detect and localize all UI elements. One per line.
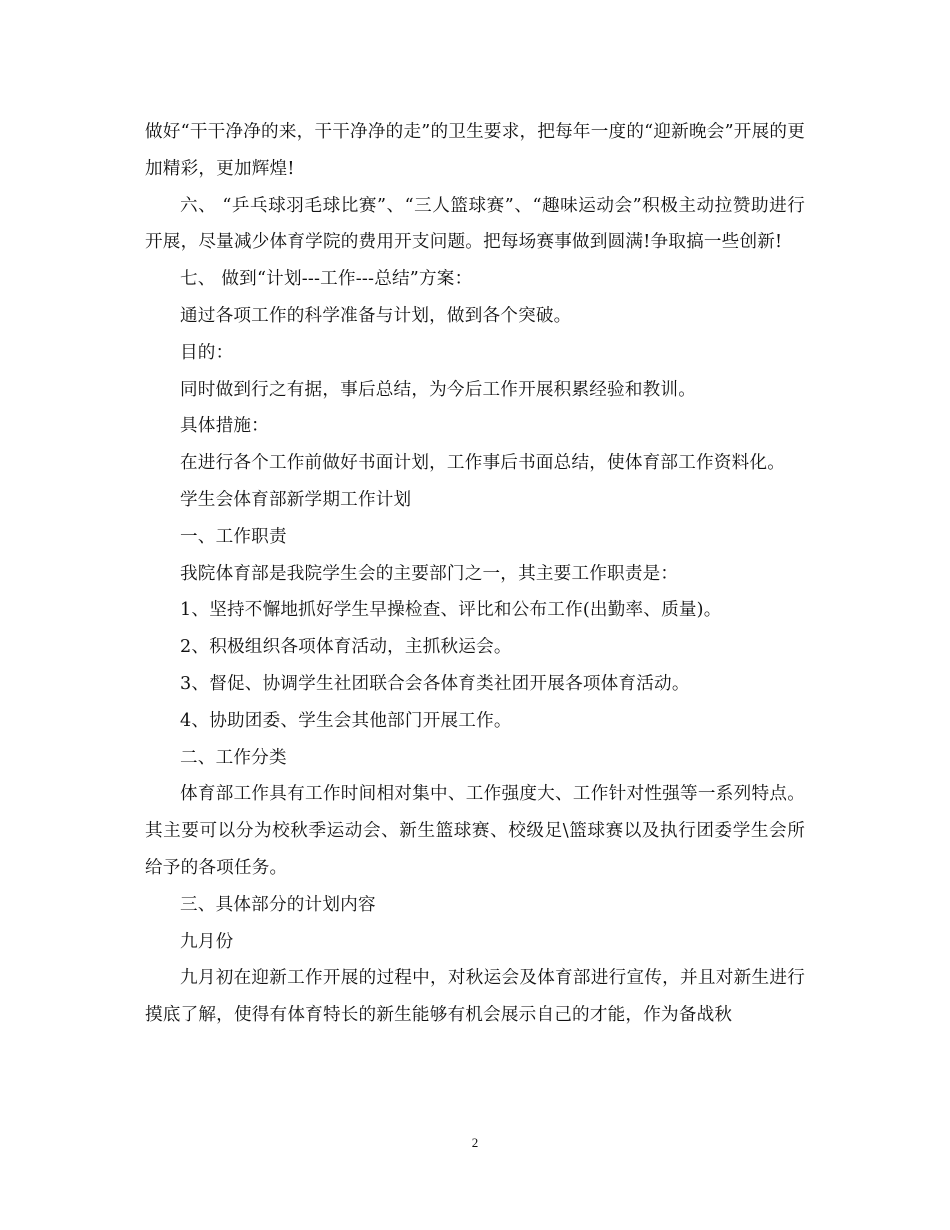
paragraph-20: 九月初在迎新工作开展的过程中，对秋运会及体育部进行宣传，并且对新生进行摸底了解，使得有体育特长的新生能够有机会展示自己的才能，作为备战秋	[145, 968, 805, 1026]
paragraph-6: 同时做到行之有据，事后总结，为今后工作开展积累经验和教训。	[180, 379, 697, 400]
list-item-2: 2、积极组织各项体育活动，主抓秋运会。	[180, 637, 512, 658]
paragraph-1: 做好“干干净净的来，干干净净的走”的卫生要求，把每年一度的“迎新晚会”开展的更加精彩，更加辉煌!	[145, 122, 805, 179]
heading-1: 一、工作职责	[180, 526, 287, 547]
list-item-1: 1、坚持不懈地抓好学生早操检查、评比和公布工作(出勤率、质量)。	[180, 600, 722, 621]
list-item-4: 4、协助团委、学生会其他部门开展工作。	[180, 710, 512, 731]
heading-2: 二、工作分类	[180, 747, 287, 768]
month-heading: 九月份	[180, 931, 234, 952]
heading-3: 三、具体部分的计划内容	[180, 894, 376, 915]
paragraph-8: 在进行各个工作前做好书面计划，工作事后书面总结，使体育部工作资料化。	[180, 453, 785, 474]
paragraph-3: 七、 做到“计划---工作---总结”方案：	[180, 269, 473, 290]
page-number: 2	[471, 1135, 479, 1150]
paragraph-2: 六、 “乒乓球羽毛球比赛”、“三人篮球赛”、“趣味运动会”积极主动拉赞助进行开展，尽量减少体育学院的费用开支问题。把每场赛事做到圆满!争取搞一些创新!	[145, 195, 805, 253]
list-item-3: 3、督促、协调学生社团联合会各体育类社团开展各项体育活动。	[180, 673, 690, 694]
paragraph-7: 具体措施：	[180, 416, 269, 437]
paragraph-4: 通过各项工作的科学准备与计划，做到各个突破。	[180, 305, 572, 326]
section-title: 学生会体育部新学期工作计划	[180, 489, 412, 510]
paragraph-17: 体育部工作具有工作时间相对集中、工作强度大、工作针对性强等一系列特点。其主要可以分为校秋季运动会、新生篮球赛、校级足\篮球赛以及执行团委学生会所给予的各项任务。	[145, 784, 805, 878]
paragraph-11: 我院体育部是我院学生会的主要部门之一，其主要工作职责是：	[180, 563, 679, 584]
paragraph-5: 目的：	[180, 342, 234, 363]
document-body	[145, 114, 805, 1034]
